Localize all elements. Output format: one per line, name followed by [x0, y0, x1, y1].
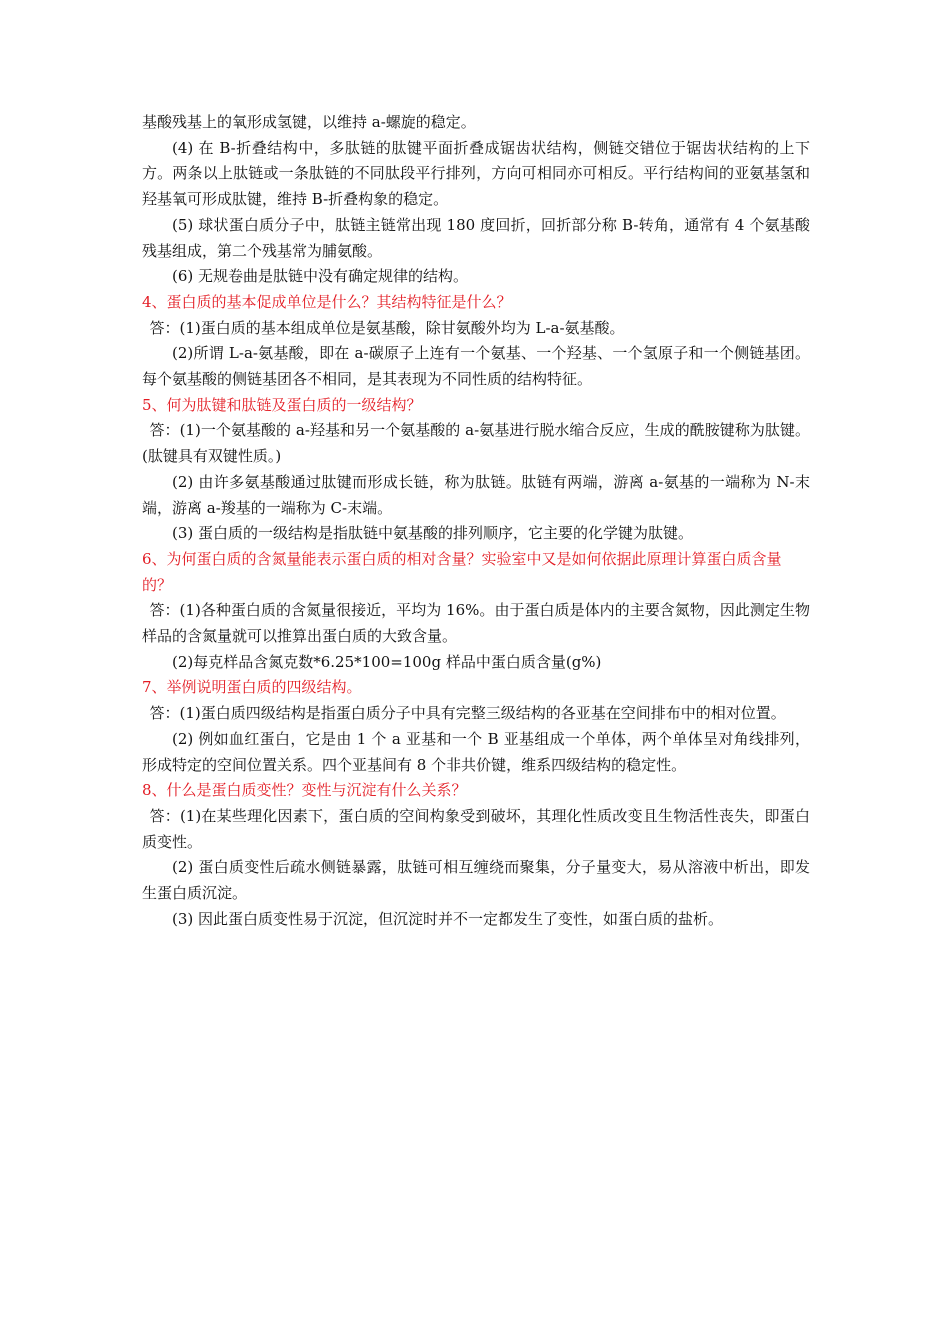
answer-6-part-2: (2)每克样品含氮克数*6.25*100=100g 样品中蛋白质含量(g%): [172, 652, 602, 671]
answer-8-part-1: 答：(1)在某些理化因素下，蛋白质的空间构象受到破坏，其理化性质改变且生物活性丧失，即蛋白质变性。: [142, 806, 810, 851]
question-8-heading: 8、什么是蛋白质变性？变性与沉淀有什么关系？: [142, 781, 467, 800]
paragraph-beta-sheet: (4) 在 B-折叠结构中，多肽链的肽键平面折叠成锯齿状结构，侧链交错位于锯齿状结构的上下方。两条以上肽链或一条肽链的不同肽段平行排列，方向可相同亦可相反。平行结构间的亚氨基氢和羟基氧可形成肽键，维持 B-折叠构象的稳定。: [142, 138, 810, 209]
answer-7-part-2: (2) 例如血红蛋白，它是由 1 个 a 亚基和一个 B 亚基组成一个单体，两个单体呈对角线排列，形成特定的空间位置关系。四个亚基间有 8 个非共价键，维系四级结构的稳定性。: [142, 729, 810, 774]
answer-7-part-1: 答：(1)蛋白质四级结构是指蛋白质分子中具有完整三级结构的各亚基在空间排布中的相对位置。: [149, 704, 786, 723]
answer-5-part-1: 答：(1)一个氨基酸的 a-羟基和另一个氨基酸的 a-氨基进行脱水缩合反应，生成的酰胺键称为肽键。(肽键具有双键性质。): [142, 421, 810, 466]
answer-8-part-2: (2) 蛋白质变性后疏水侧链暴露，肽链可相互缠绕而聚集，分子量变大，易从溶液中析出，即发生蛋白质沉淀。: [142, 858, 810, 903]
question-4-heading: 4、蛋白质的基本促成单位是什么？其结构特征是什么？: [142, 292, 512, 311]
paragraph-beta-turn: (5) 球状蛋白质分子中，肽链主链常出现 180 度回折，回折部分称 B-转角，通常有 4 个氨基酸残基组成，第二个残基常为脯氨酸。: [142, 215, 810, 260]
question-6-heading: 6、为何蛋白质的含氮量能表示蛋白质的相对含量？实验室中又是如何依据此原理计算蛋白质含量的？: [142, 549, 782, 594]
question-7-heading: 7、举例说明蛋白质的四级结构。: [142, 678, 362, 697]
answer-4-part-2: (2)所谓 L-a-氨基酸，即在 a-碳原子上连有一个氨基、一个羟基、一个氢原子和一个侧链基团。每个氨基酸的侧链基团各不相同，是其表现为不同性质的结构特征。: [142, 344, 810, 389]
answer-4-part-1: 答：(1)蛋白质的基本组成单位是氨基酸，除甘氨酸外均为 L-a-氨基酸。: [149, 318, 625, 337]
answer-8-part-3: (3) 因此蛋白质变性易于沉淀，但沉淀时并不一定都发生了变性，如蛋白质的盐析。: [172, 909, 724, 928]
answer-5-part-3: (3) 蛋白质的一级结构是指肽链中氨基酸的排列顺序，它主要的化学键为肽键。: [172, 524, 694, 543]
question-5-heading: 5、何为肽键和肽链及蛋白质的一级结构？: [142, 395, 422, 414]
paragraph-continuation: 基酸残基上的氧形成氢键，以维持 a-螺旋的稳定。: [142, 113, 476, 131]
paragraph-random-coil: (6) 无规卷曲是肽链中没有确定规律的结构。: [172, 267, 469, 286]
answer-5-part-2: (2) 由许多氨基酸通过肽键而形成长链，称为肽链。肽链有两端，游离 a-氨基的一端称为 N-末端，游离 a-羧基的一端称为 C-末端。: [142, 472, 810, 517]
document-page: [142, 110, 810, 933]
answer-6-part-1: 答：(1)各种蛋白质的含氮量很接近，平均为 16%。由于蛋白质是体内的主要含氮物，因此测定生物样品的含氮量就可以推算出蛋白质的大致含量。: [142, 601, 810, 646]
